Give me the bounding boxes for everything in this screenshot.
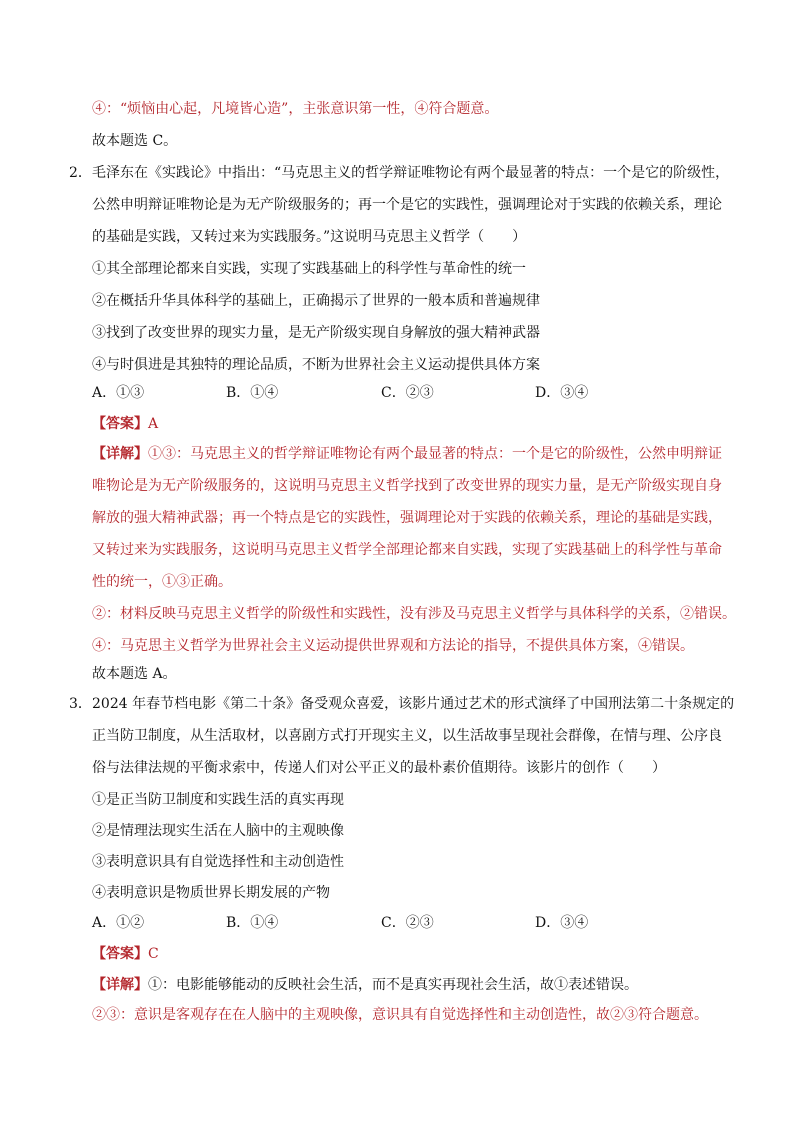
question-3-item-4: ④表明意识是物质世界长期发展的产物 [92, 885, 330, 901]
question-3-stem-line-1: 2024 年春节档电影《第二十条》备受观众喜爱，该影片通过艺术的形式演绎了中国刑法第二十条规定的 [92, 696, 735, 712]
question-2-stem-line-3: 的基础是实践，又转过来为实践服务。”这说明马克思主义哲学（ ） [92, 229, 527, 245]
question-2-analysis-4: ④：马克思主义哲学为世界社会主义运动提供世界观和方法论的指导，不提供具体方案，④错误。 [92, 638, 694, 654]
answer-label: 【答案】 [92, 946, 148, 962]
question-2-conclusion: 故本题选 A。 [92, 666, 177, 682]
question-3-option-d: D．③④ [535, 915, 589, 931]
question-2-stem-line-1: 毛泽东在《实践论》中指出：“马克思主义的哲学辩证唯物论有两个最显著的特点：一个是它的阶级性， [92, 165, 730, 181]
question-3-option-a: A．①② [92, 915, 145, 931]
question-2-detail-line-5: 性的统一，①③正确。 [92, 574, 232, 590]
question-2-item-1: ①其全部理论都来自实践，实现了实践基础上的科学性与革命性的统一 [92, 261, 526, 277]
question-3-answer [92, 944, 159, 964]
question-2-answer [92, 414, 158, 434]
answer-value: C [148, 946, 159, 962]
question-2-option-d: D．③④ [535, 385, 589, 401]
question-3-item-1: ①是正当防卫制度和实践生活的真实再现 [92, 792, 344, 808]
question-2-option-a: A．①③ [92, 385, 145, 401]
question-3-option-c: C．②③ [381, 915, 434, 931]
question-2-detail-line-4: 又转过来为实践服务，这说明马克思主义哲学全部理论都来自实践，实现了实践基础上的科学性与革命 [92, 542, 722, 558]
question-2-stem-line-2: 公然申明辩证唯物论是为无产阶级服务的；再一个是它的实践性，强调理论对于实践的依赖关系，理论 [92, 197, 722, 213]
answer-value: A [148, 416, 159, 432]
question-3-item-3: ③表明意识具有自觉选择性和主动创造性 [92, 854, 344, 870]
question-3-item-2: ②是情理法现实生活在人脑中的主观映像 [92, 823, 344, 839]
detail-label: 【详解】 [92, 446, 148, 462]
question-2-item-4: ④与时俱进是其独特的理论品质，不断为世界社会主义运动提供具体方案 [92, 357, 540, 373]
question-3-detail-line-1 [92, 975, 638, 995]
prev-analysis-4: ④：“烦恼由心起，凡境皆心造”，主张意识第一性，④符合题意。 [92, 101, 499, 117]
detail-text: ①：电影能够能动的反映社会生活，而不是真实再现社会生活，故①表述错误。 [148, 977, 638, 993]
question-2-analysis-2: ②：材料反映马克思主义哲学的阶级性和实践性，没有涉及马克思主义哲学与具体科学的关系，②错误。 [92, 606, 736, 622]
question-3-stem-line-3: 俗与法律法规的平衡求索中，传递人们对公平正义的最朴素价值期待。该影片的创作（ ） [92, 760, 666, 776]
question-3-option-b: B．①④ [226, 915, 279, 931]
question-2-option-c: C．②③ [381, 385, 434, 401]
question-3-number: 3． [69, 696, 92, 712]
question-2-detail-line-2: 唯物论是为无产阶级服务的，这说明马克思主义哲学找到了改变世界的现实力量，是无产阶级实现自身 [92, 478, 722, 494]
question-2-item-2: ②在概括升华具体科学的基础上，正确揭示了世界的一般本质和普遍规律 [92, 293, 540, 309]
prev-conclusion: 故本题选 C。 [92, 133, 178, 149]
detail-text: ①③：马克思主义的哲学辩证唯物论有两个最显著的特点：一个是它的阶级性，公然申明辩证 [148, 446, 722, 462]
question-2-option-b: B．①④ [226, 385, 279, 401]
question-2-number: 2． [69, 165, 92, 181]
question-2-item-3: ③找到了改变世界的现实力量，是无产阶级实现自身解放的强大精神武器 [92, 325, 540, 341]
question-2-detail-line-1 [92, 444, 722, 464]
detail-label: 【详解】 [92, 977, 148, 993]
question-3-analysis-23: ②③：意识是客观存在在人脑中的主观映像，意识具有自觉选择性和主动创造性，故②③符合题意。 [92, 1007, 708, 1023]
answer-label: 【答案】 [92, 416, 148, 432]
question-3-stem-line-2: 正当防卫制度，从生活取材，以喜剧方式打开现实主义，以生活故事呈现社会群像，在情与理、公序良 [92, 728, 722, 744]
question-2-detail-line-3: 解放的强大精神武器；再一个特点是它的实践性，强调理论对于实践的依赖关系，理论的基础是实践， [92, 510, 722, 526]
